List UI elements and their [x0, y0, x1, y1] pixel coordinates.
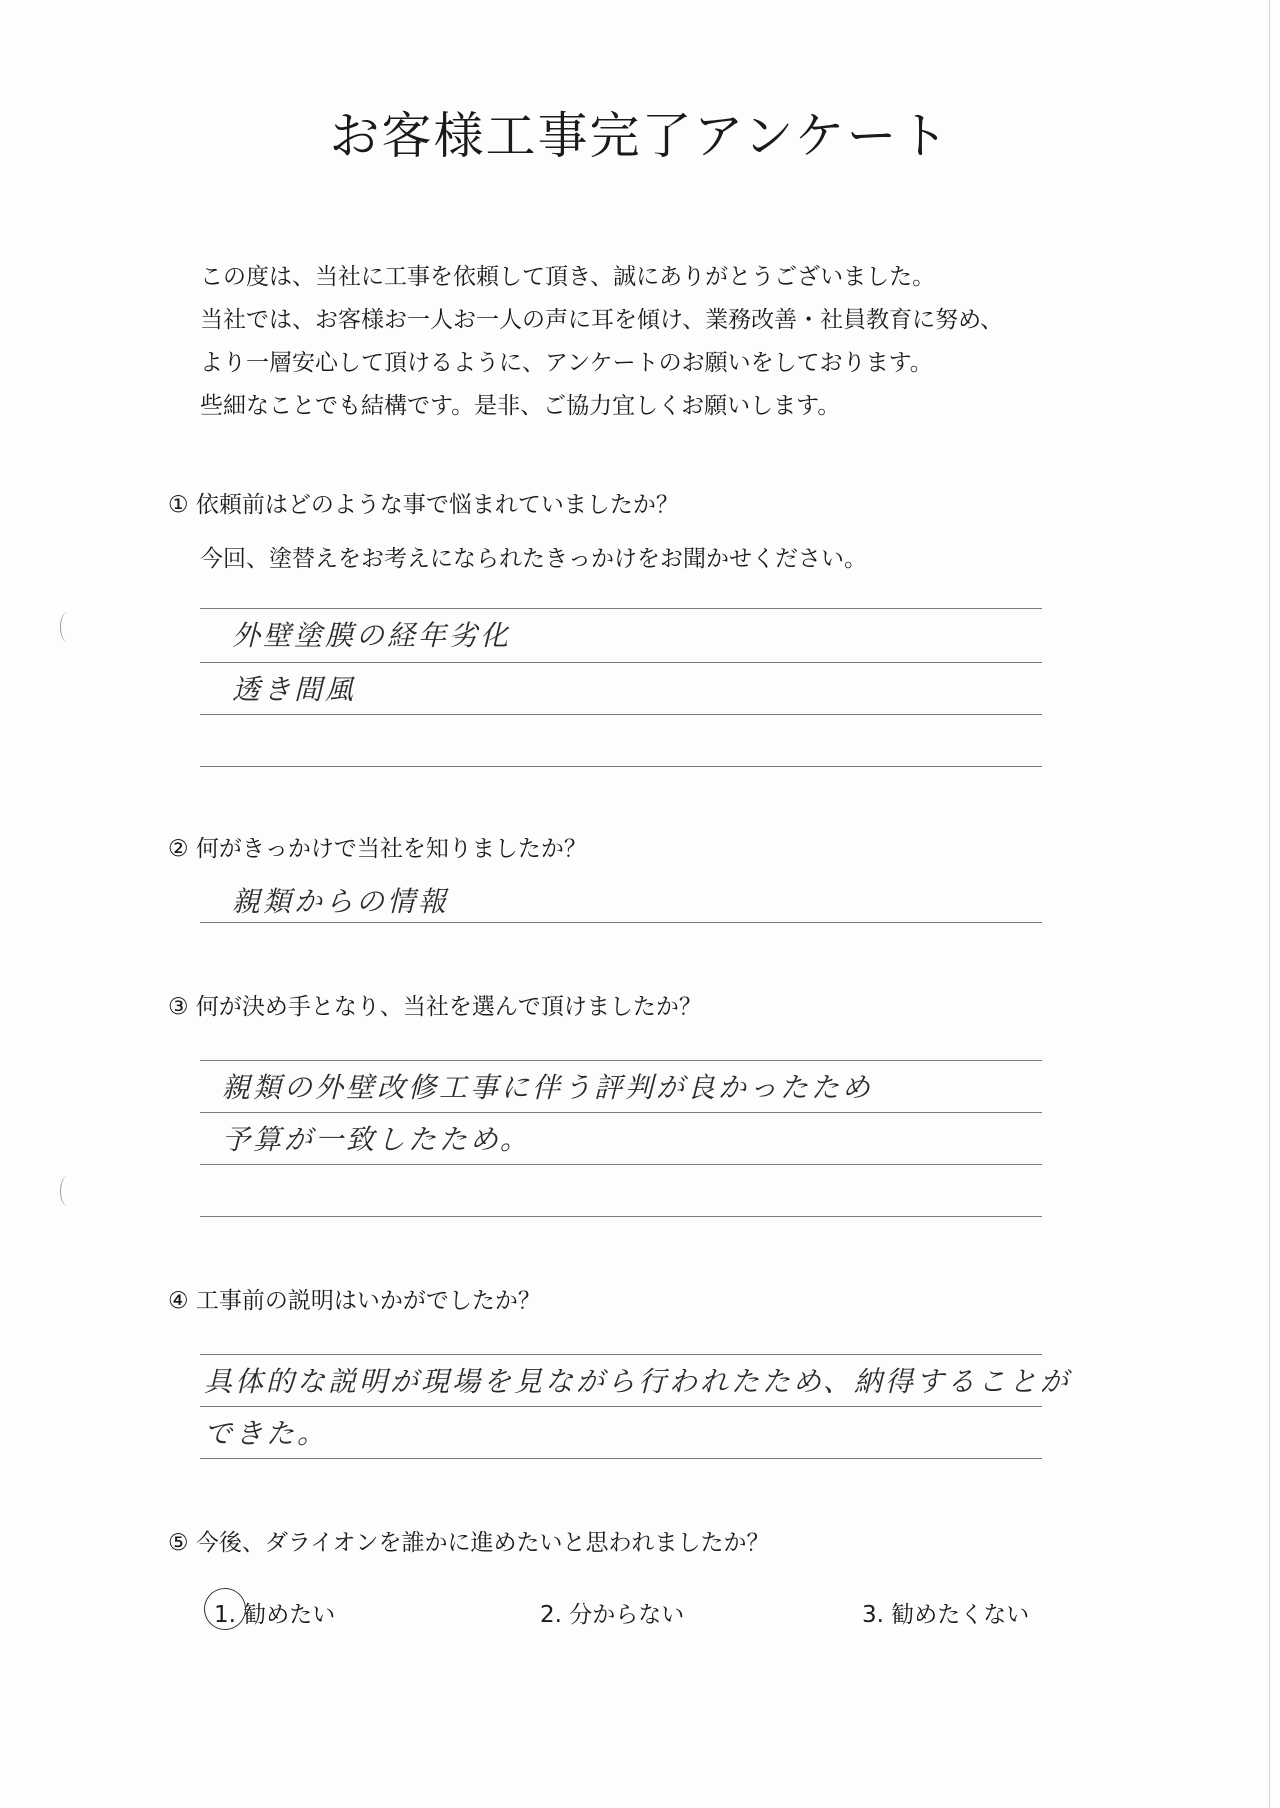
question-5: ⑤ 今後、ダライオンを誰かに進めたいと思われましたか？ — [168, 1530, 770, 1556]
answer-line — [200, 1406, 1042, 1407]
answer-line — [200, 1164, 1042, 1165]
scan-mark — [60, 1176, 75, 1206]
question-3: ③ 何が決め手となり、当社を選んで頂けましたか？ — [168, 994, 702, 1020]
choice-not-recommend[interactable]: 3. 勧めたくない — [862, 1602, 1030, 1628]
answer-line — [200, 714, 1042, 715]
handwritten-answer: できた。 — [204, 1417, 329, 1450]
intro-line: 当社では、お客様お一人お一人の声に耳を傾け、業務改善・社員教育に努め、 — [200, 307, 1004, 333]
answer-line — [200, 1060, 1042, 1061]
handwritten-answer: 具体的な説明が現場を見ながら行われたため、納得することが — [204, 1365, 1071, 1398]
answer-line — [200, 1216, 1042, 1217]
intro-line: 些細なことでも結構です。是非、ご協力宜しくお願いします。 — [200, 393, 841, 419]
handwritten-answer: 親類からの情報 — [232, 885, 450, 918]
handwritten-answer: 親類の外壁改修工事に伴う評判が良かったため — [222, 1071, 874, 1104]
choice-unsure[interactable]: 2. 分からない — [540, 1602, 685, 1628]
scan-edge — [1269, 0, 1270, 1808]
question-4: ④ 工事前の説明はいかがでしたか？ — [168, 1288, 541, 1314]
intro-text — [200, 256, 1100, 428]
answer-line — [200, 922, 1042, 923]
answer-line — [200, 608, 1042, 609]
intro-line: より一層安心して頂けるように、アンケートのお願いをしております。 — [200, 350, 933, 376]
question-2: ② 何がきっかけで当社を知りましたか？ — [168, 836, 587, 862]
answer-line — [200, 766, 1042, 767]
answer-line — [200, 1112, 1042, 1113]
handwritten-answer: 外壁塗膜の経年劣化 — [232, 619, 512, 652]
question-1-sub: 今回、塗替えをお考えになられたきっかけをお聞かせください。 — [200, 546, 867, 572]
answer-line — [200, 1354, 1042, 1355]
handwritten-answer: 透き間風 — [232, 673, 357, 706]
answer-line — [200, 1458, 1042, 1459]
handwritten-answer: 予算が一致したため。 — [222, 1123, 531, 1156]
page-title: お客様工事完了アンケート — [329, 107, 951, 165]
question-1: ① 依頼前はどのような事で悩まれていましたか？ — [168, 492, 679, 518]
intro-line: この度は、当社に工事を依頼して頂き、誠にありがとうございました。 — [200, 264, 936, 290]
answer-line — [200, 662, 1042, 663]
choice-recommend[interactable]: 1. 勧めたい — [214, 1602, 336, 1628]
scan-mark — [60, 612, 75, 642]
